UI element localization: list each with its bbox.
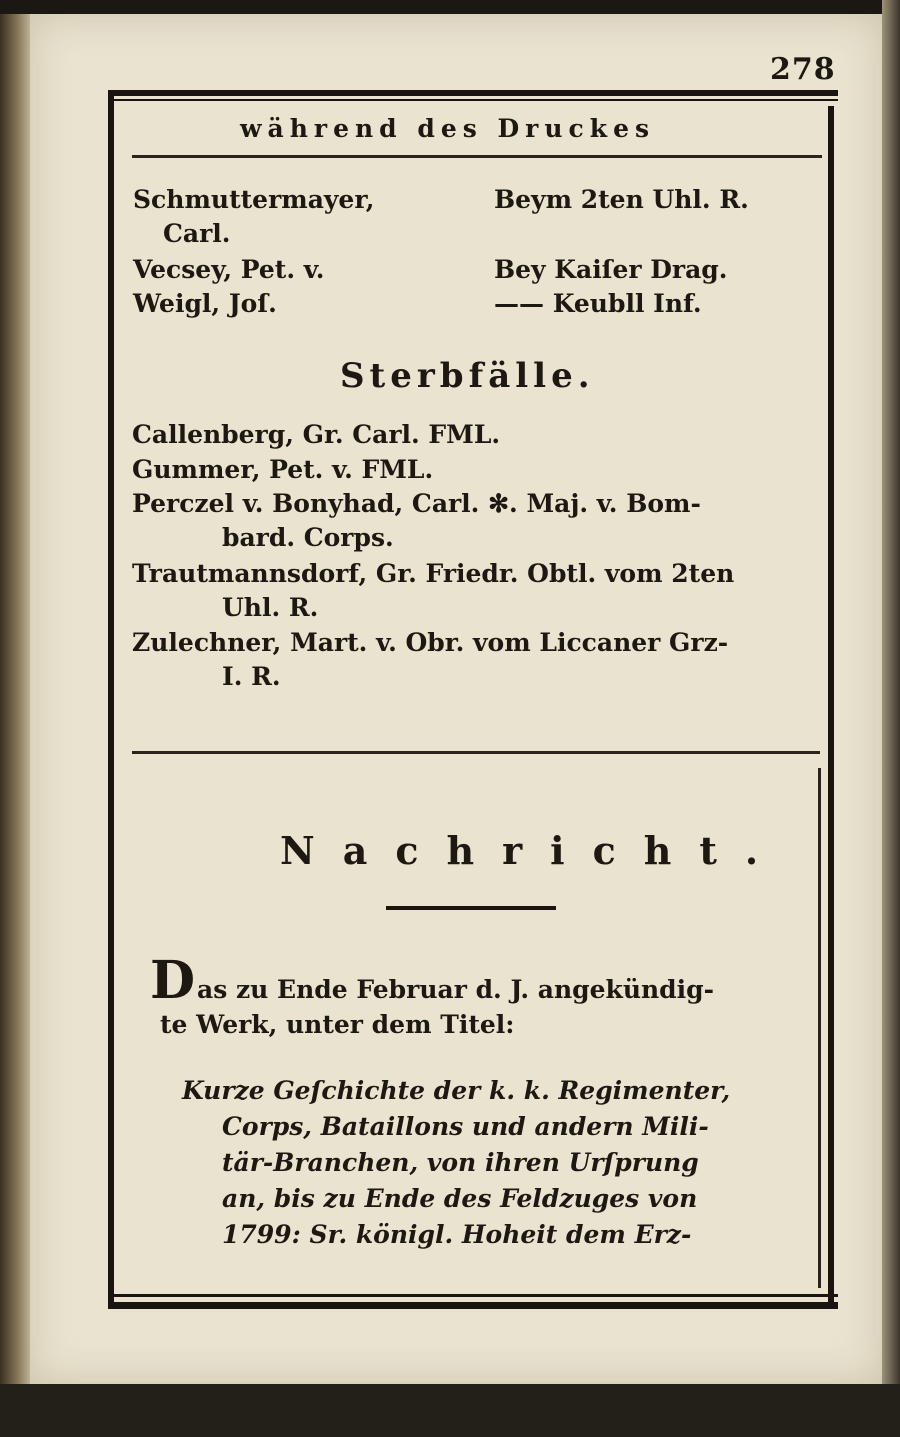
death-entry: Gummer, Pet. v. FML.	[132, 455, 434, 484]
frame-top-rule-thin	[110, 99, 838, 101]
transfer-name-cont: Carl.	[163, 219, 231, 248]
book-title-line: Kurze Geſchichte der k. k. Regimenter,	[182, 1076, 731, 1105]
death-entry-cont: Uhl. R.	[222, 593, 319, 622]
book-title-line: tär-Branchen, von ihren Urſprung	[222, 1148, 699, 1177]
title-underline	[386, 906, 556, 910]
frame-bottom-rule	[108, 1302, 838, 1309]
book-title-line: Corps, Bataillons und andern Mili-	[222, 1112, 709, 1141]
frame-bottom-rule-thin	[108, 1294, 838, 1297]
transfer-name: Weigl, Joſ.	[133, 289, 277, 318]
running-header: während des Druckes	[240, 114, 656, 143]
notice-text: as zu Ende Februar d. J. angekündig-	[197, 975, 715, 1004]
transfer-name: Schmuttermayer,	[133, 185, 375, 214]
page-number: 278	[770, 52, 836, 87]
book-gutter	[0, 14, 34, 1384]
death-entry: Perczel v. Bonyhad, Carl. ✻. Maj. v. Bom-	[132, 489, 701, 518]
header-rule	[132, 155, 822, 158]
book-title-line: an, bis zu Ende des Feldzuges von	[222, 1184, 698, 1213]
inner-right-rule	[818, 768, 821, 1288]
death-entry-cont: bard. Corps.	[222, 523, 394, 552]
book-title-line: 1799: Sr. königl. Hoheit dem Erz-	[222, 1220, 692, 1249]
death-entry-cont: I. R.	[222, 662, 281, 691]
page-edge	[882, 0, 900, 1437]
transfer-destination: —— Keubll Inf.	[494, 289, 702, 318]
transfer-destination: Bey Kaiſer Drag.	[494, 255, 728, 284]
section-title: Sterbfälle.	[340, 356, 595, 396]
death-entry: Trautmannsdorf, Gr. Friedr. Obtl. vom 2ten	[132, 559, 735, 588]
book-page	[30, 14, 882, 1384]
frame-top-rule	[110, 90, 838, 96]
frame-left-rule	[108, 90, 114, 1305]
drop-initial: D	[150, 950, 196, 1011]
notice-text: te Werk, unter dem Titel:	[160, 1010, 515, 1039]
transfer-destination: Beym 2ten Uhl. R.	[494, 185, 749, 214]
death-entry: Callenberg, Gr. Carl. FML.	[132, 420, 501, 449]
death-entry: Zulechner, Mart. v. Obr. vom Liccaner Grz-	[132, 628, 729, 657]
section-divider	[132, 751, 820, 754]
transfer-name: Vecsey, Pet. v.	[133, 255, 325, 284]
notice-title: Nachricht.	[280, 828, 787, 873]
scan-background	[0, 1384, 900, 1437]
frame-right-rule	[828, 106, 834, 1306]
